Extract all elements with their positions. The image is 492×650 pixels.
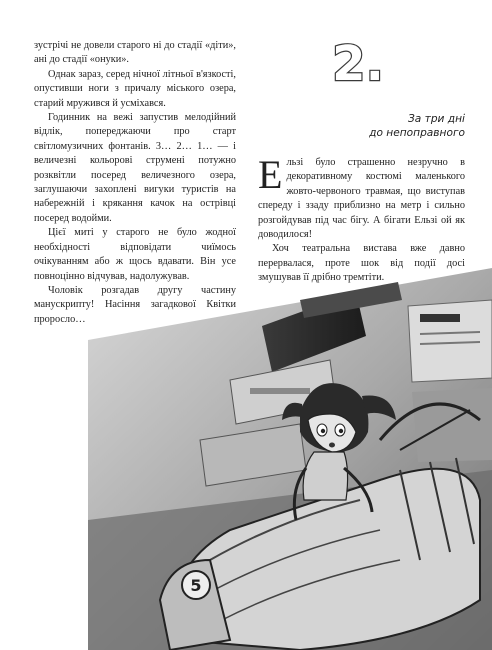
paragraph-text: льзі було страшенно незручно в декоративному костюмі маленького жовто-червоного травмая, що виступав спереду і ззаду приблизно на метр і сильно розгойдував під час бігу. А бігати Ельзі ой як доводилося! <box>258 157 465 241</box>
drop-cap: Е <box>258 152 283 197</box>
paragraph <box>258 152 465 242</box>
chapter-number <box>328 34 388 90</box>
paragraph: Цієї миті у старого не було жодної необхідності відповідати чиїмось очікуванням або ж щось вдавати. Він усе повноцінно відчував, надолужував. <box>34 227 236 282</box>
paragraph: Годинник на вежі запустив мелодійний відлік, попереджаючи про старт світломузичних фонтанів. 3… 2… 1… — і величезні кольорові струмені потужно розквітли посеред величезного озера, заглушаючи захоплені вигуки туристів на набережній і крякання качок на острівці посеред водойми. <box>34 112 236 224</box>
paragraph: зустрічі не довели старого ні до стадії «діти», ані до стадії «онуки». <box>34 40 236 66</box>
right-text-column <box>258 152 465 286</box>
subtitle-line-1: За три дні <box>408 113 465 125</box>
tram-number: 5 <box>190 576 202 595</box>
paragraph: Чоловік розгадав другу частину манускрипту! Насіння загадкової Квітки проросло… <box>34 284 236 325</box>
svg-text:2.: 2. <box>332 36 384 90</box>
subtitle-line-2: до непоправного <box>369 127 465 139</box>
chapter-subtitle <box>285 112 465 140</box>
left-text-column <box>34 39 236 327</box>
paragraph: Хоч театральна вистава вже давно перервалася, проте шок від події досі змушував її дрібно тремтіти. <box>258 243 465 284</box>
paragraph: Однак зараз, серед нічної літньої в'язкості, опустивши ноги з причалу міського озера, старий мружився й усміхався. <box>34 68 236 109</box>
